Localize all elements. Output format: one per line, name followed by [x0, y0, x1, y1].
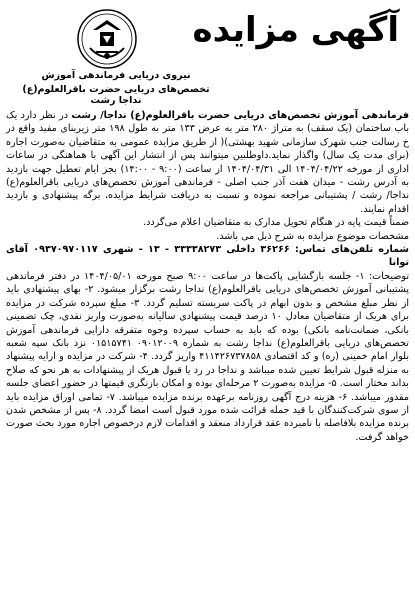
- organization-name-line1: نیروی دریایی فرماندهی آموزش: [41, 70, 191, 81]
- notes-text: توضیحات: ۱- جلسه بازگشایی پاکت‌ها در ساعت ۹:۰۰ صبح مورخه ۱۴۰۴/۰۵/۰۱ در دفتر فرماندهی پشتیبانی آموزش تخصص‌های دریایی باقرالعلوم(ع) نداجا رشت برگزار میشود. ۲- بهای پیشنهادی باید از نظر مبلغ مشخص و بدون ابهام در پاکت سربسته تسلیم گردد. ۳- مبلغ سپرده شرکت در مزایده برای هریک از متقاضیان معادل ۱۰ درصد قیمت پیشنهادی سالیانه به‌صورت واریز نقدی، چک تضمینی بانکی، ضمانت‌نامه بانکی) بوده که باید به حساب سپرده وجوه متفرقه دارایی فرماندهی آموزش تخصص‌های دریایی باقرالعلوم(ع) نداجا رشت به شماره ۰۹۰۱۲۰۰۹ ۰۱۵۱۵۷۴۱ نزد بانک سپه شعبه بلوار امام خمینی (ره) و کد اقتصادی ۴۱۱۴۲۶۷۳۷۸۵۸ واریز گردد. ۴- شرکت در مزایده و ارایه پیشنهاد به منزله قبول شرایط تعیین شده میباشد و نداجا در رد یا قبول هریک از پیشنهادات به هر نحو که صلاح بداند مختار است. ۵- مزایده به‌صورت ۲ مرحله‌ای بوده و امکان بازنگری قیمتها در حضور اعضای جلسه مقدور میباشد. ۶- هزینه درج آگهی روزنامه برعهده برنده مزایده میباشد. ۷- تمامی اوراق مزایده باید از سوی شرکت‌کنندگان با قید جمله قرائت شده مورد قبول است امضا گردد. ۸- پس از مشخص شدن برنده مزایده بلافاصله با نامبرده عقد قرارداد منعقد و اقدامات لازم درخصوص اجاره مورد بحث صورت خواهد گرفت.: [6, 270, 410, 443]
- lead-text: فرماندهی آموزش تخصص‌های دریایی حضرت باقرالعلوم(ع) نداجا/ رشت: [71, 110, 409, 121]
- paragraph-intro: [6, 109, 409, 216]
- intro-text: در نظر دارد یک باب ساختمان (یک سقف) به متراژ ۲۸۰ متر به عرض ۱۳۳ متر به طول ۱۹۸ متر زیربنای مفید واقع در خ رسالت جنب شهرک سازمانی شهید بهشتی)( از طریق مزایده عمومی به متقاضیان به‌صورت اجاره (برای مدت یک سال) واگذار نماید.داوطلبین میتوانند پس از انتشار این آگهی با هماهنگی در ساعات اداری از مورخه ۱۴۰۴/۰۴/۲۲ الی ۱۴۰۴/۰۴/۳۱ از ساعت (۹:۰۰ - ۱۴:۰۰) بجز ایام تعطیل جهت بازدید به آدرس رشت - میدان هفت آذر جنب اصلی - فرماندهی آموزش تخصص‌های دریایی باقرالعلوم(ع) نداجا/ رشت / پشتیبانی مراجعه نموده و نسبت به دریافت شرایط مزایده، برگه پیشنهادی و بازدید اقدام نمایند.: [6, 110, 410, 215]
- advertisement-body: [6, 109, 409, 444]
- page-title: آگهی مزایده: [192, 10, 399, 50]
- contact-phones: شماره تلفن‌های تماس: ۳۶۲۶۶ داخلی ۳۳۳۳۸۲۷۳ - ۱۳ - شهری ۰۹۳۷۰۹۷۰۱۱۷ آقای توانا: [6, 244, 409, 269]
- header: [6, 4, 409, 109]
- specs-note: مشخصات موضوع مزایده به شرح ذیل می باشد.: [216, 230, 409, 242]
- base-price-note: ضمناً قیمت پایه در هنگام تحویل مدارک به متقاضیان اعلام می‌گردد.: [143, 217, 409, 229]
- navy-emblem-icon: [76, 8, 138, 70]
- organization-name-line2: تخصص‌های دریایی حضرت باقرالعلوم(ع) نداجا رشت: [22, 84, 210, 106]
